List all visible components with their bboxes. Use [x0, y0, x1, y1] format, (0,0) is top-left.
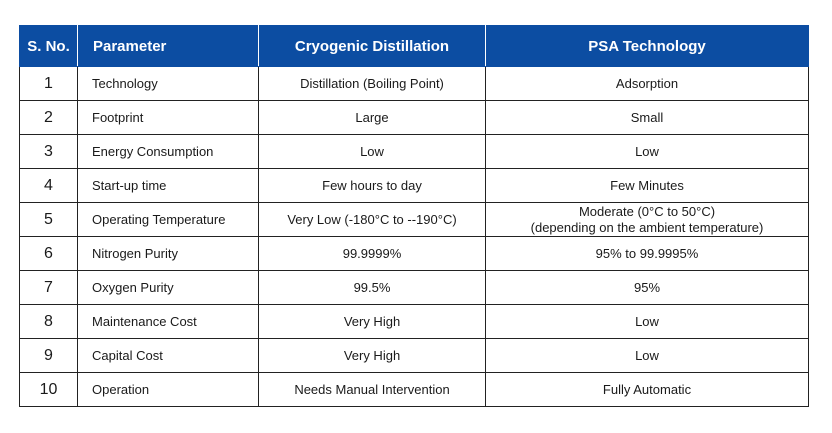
row-psa-value: 95% to 99.9995% — [595, 245, 699, 261]
table-body — [20, 67, 809, 407]
row-psa-value: Few Minutes — [610, 177, 684, 193]
row-sno: 6 — [20, 237, 78, 271]
row-psa-cell — [486, 339, 809, 373]
row-parameter: Maintenance Cost — [78, 305, 259, 339]
row-psa-cell — [486, 169, 809, 203]
row-cryogenic-value: Very High — [259, 305, 486, 339]
table-header — [20, 26, 809, 67]
row-psa-cell — [486, 135, 809, 169]
row-sno: 5 — [20, 203, 78, 237]
row-cryogenic-value: Large — [259, 101, 486, 135]
table-row — [20, 169, 809, 203]
row-cryogenic-value: Few hours to day — [259, 169, 486, 203]
comparison-table-container — [19, 25, 808, 407]
row-psa-value: Moderate (0°C to 50°C) — [578, 203, 716, 219]
row-parameter: Energy Consumption — [78, 135, 259, 169]
header-cryogenic: Cryogenic Distillation — [259, 26, 486, 67]
row-parameter: Start-up time — [78, 169, 259, 203]
row-parameter: Technology — [78, 67, 259, 101]
row-psa-cell — [486, 67, 809, 101]
table-row — [20, 305, 809, 339]
row-cryogenic-value: 99.5% — [259, 271, 486, 305]
header-psa: PSA Technology — [486, 26, 809, 67]
row-psa-value: Low — [635, 143, 659, 159]
row-psa-cell — [486, 373, 809, 407]
row-psa-value: Fully Automatic — [602, 381, 692, 397]
row-sno: 3 — [20, 135, 78, 169]
row-psa-value: Adsorption — [615, 75, 679, 91]
table-row — [20, 271, 809, 305]
row-sno: 7 — [20, 271, 78, 305]
row-parameter: Oxygen Purity — [78, 271, 259, 305]
row-sno: 2 — [20, 101, 78, 135]
table-row — [20, 135, 809, 169]
row-psa-value: Low — [635, 347, 659, 363]
row-psa-cell — [486, 305, 809, 339]
table-row — [20, 101, 809, 135]
row-psa-cell — [486, 271, 809, 305]
row-psa-cell — [486, 237, 809, 271]
row-cryogenic-value: Low — [259, 135, 486, 169]
table-row — [20, 67, 809, 101]
row-psa-cell — [486, 203, 809, 237]
row-parameter: Operating Temperature — [78, 203, 259, 237]
row-cryogenic-value: 99.9999% — [259, 237, 486, 271]
row-psa-value: Small — [630, 109, 664, 125]
table-row — [20, 339, 809, 373]
row-parameter: Capital Cost — [78, 339, 259, 373]
header-parameter: Parameter — [78, 26, 259, 67]
table-row — [20, 373, 809, 407]
row-parameter: Footprint — [78, 101, 259, 135]
table-row — [20, 237, 809, 271]
row-sno: 9 — [20, 339, 78, 373]
row-sno: 1 — [20, 67, 78, 101]
row-parameter: Nitrogen Purity — [78, 237, 259, 271]
row-cryogenic-value: Very Low (-180°C to --190°C) — [259, 203, 486, 237]
table-row — [20, 203, 809, 237]
row-cryogenic-value: Distillation (Boiling Point) — [259, 67, 486, 101]
row-sno: 8 — [20, 305, 78, 339]
row-psa-value: 95% — [633, 279, 661, 295]
header-row — [20, 26, 809, 67]
row-sno: 4 — [20, 169, 78, 203]
comparison-table — [19, 25, 809, 407]
row-sno: 10 — [20, 373, 78, 407]
row-psa-cell — [486, 101, 809, 135]
row-psa-note: (depending on the ambient temperature) — [530, 219, 764, 235]
row-cryogenic-value: Needs Manual Intervention — [259, 373, 486, 407]
row-cryogenic-value: Very High — [259, 339, 486, 373]
row-parameter: Operation — [78, 373, 259, 407]
row-psa-value: Low — [635, 313, 659, 329]
header-sno: S. No. — [20, 26, 78, 67]
